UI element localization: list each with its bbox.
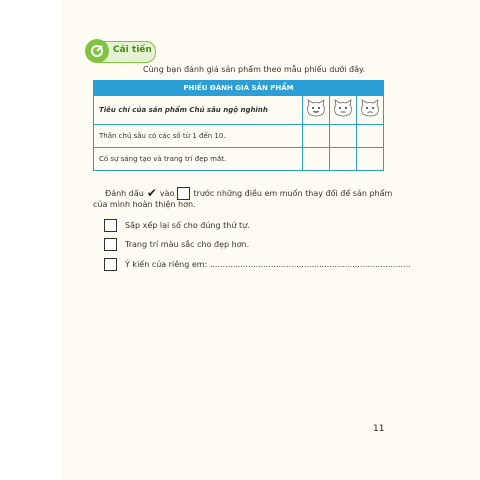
rating-cell[interactable]: [357, 125, 384, 148]
option-item: [104, 258, 411, 271]
option-checkbox[interactable]: [104, 258, 117, 271]
option-checkbox[interactable]: [104, 238, 117, 251]
leaf-gear-icon: [85, 39, 109, 63]
rating-cell[interactable]: [303, 125, 330, 148]
intro-text: Cùng bạn đánh giá sản phẩm theo mẫu phiếu dưới đây.: [143, 65, 366, 74]
instruction-part2: vào: [159, 188, 175, 198]
option-item: [104, 219, 250, 232]
section-badge: [90, 41, 156, 63]
option-label: Trang trí màu sắc cho đẹp hơn.: [125, 240, 250, 249]
empty-checkbox-icon: [177, 187, 190, 200]
instruction-line: [105, 186, 392, 200]
neutral-cat-icon: [330, 96, 357, 125]
form-title: PHIẾU ĐÁNH GIÁ SẢN PHẨM: [94, 81, 384, 96]
page-margin: [0, 0, 62, 480]
happy-cat-icon: [303, 96, 330, 125]
criteria-header: Tiêu chí của sản phẩm Chú sâu ngộ nghĩnh: [94, 96, 303, 125]
evaluation-form: [93, 80, 384, 171]
criteria-row-1: Thân chú sâu có các số từ 1 đến 10.: [94, 125, 303, 148]
instruction-part1: Đánh dấu: [105, 188, 144, 198]
rating-cell[interactable]: [330, 148, 357, 171]
option-label: Sắp xếp lại số cho đúng thứ tự.: [125, 221, 250, 230]
option-label: Ý kiến của riêng em: ...............................................................................: [125, 260, 411, 269]
rating-cell[interactable]: [357, 148, 384, 171]
rating-cell[interactable]: [303, 148, 330, 171]
checkmark-icon: ✔: [146, 186, 157, 200]
option-checkbox[interactable]: [104, 219, 117, 232]
option-item: [104, 238, 249, 251]
rating-cell[interactable]: [330, 125, 357, 148]
badge-label: Cải tiến: [113, 45, 152, 55]
criteria-row-2: Có sự sáng tạo và trang trí đẹp mắt.: [94, 148, 303, 171]
page-number: 11: [373, 424, 385, 434]
instruction-line-2: của mình hoàn thiện hơn.: [93, 200, 196, 209]
instruction-part3: trước những điều em muốn thay đổi để sản phẩm: [193, 188, 393, 198]
sad-cat-icon: [357, 96, 384, 125]
